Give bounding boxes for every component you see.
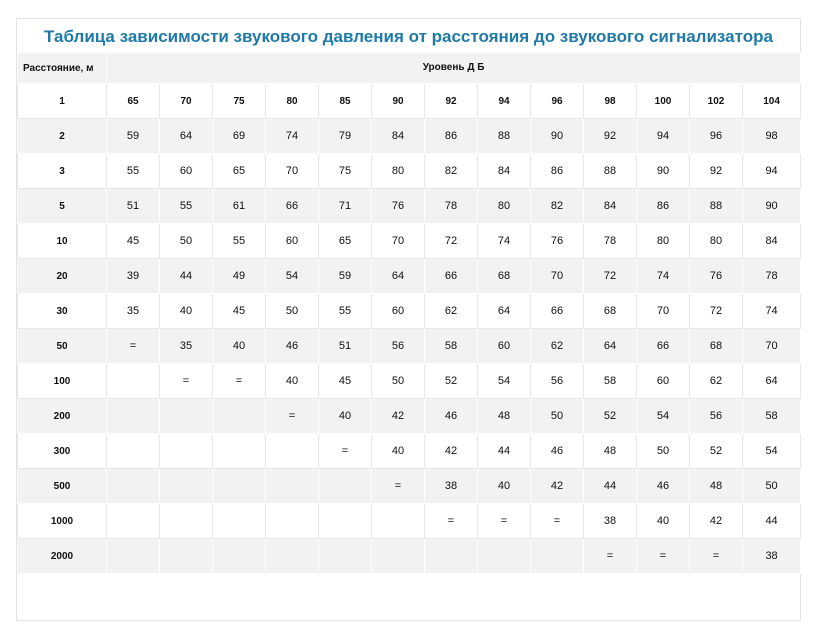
level-cell: 60 bbox=[637, 364, 690, 399]
level-cell: 40 bbox=[213, 329, 266, 364]
distance-cell: 5 bbox=[18, 189, 107, 224]
level-cell bbox=[160, 504, 213, 539]
level-cell: 40 bbox=[266, 364, 319, 399]
table-body bbox=[18, 84, 801, 574]
level-cell: = bbox=[319, 434, 372, 469]
level-cell: 102 bbox=[690, 84, 743, 119]
level-cell: 96 bbox=[690, 119, 743, 154]
level-cell: = bbox=[266, 399, 319, 434]
table-row bbox=[18, 224, 801, 259]
level-cell: 68 bbox=[690, 329, 743, 364]
level-cell: 38 bbox=[425, 469, 478, 504]
table-row bbox=[18, 329, 801, 364]
level-cell: 84 bbox=[372, 119, 425, 154]
level-cell: 70 bbox=[743, 329, 801, 364]
level-cell bbox=[213, 434, 266, 469]
table-row bbox=[18, 189, 801, 224]
level-cell: 64 bbox=[160, 119, 213, 154]
level-cell: 56 bbox=[372, 329, 425, 364]
level-cell: 45 bbox=[107, 224, 160, 259]
level-cell bbox=[266, 434, 319, 469]
distance-cell: 200 bbox=[18, 399, 107, 434]
level-cell: 48 bbox=[584, 434, 637, 469]
level-cell bbox=[107, 539, 160, 574]
level-cell: 40 bbox=[637, 504, 690, 539]
level-cell: 79 bbox=[319, 119, 372, 154]
level-cell: 60 bbox=[266, 224, 319, 259]
level-cell: 94 bbox=[478, 84, 531, 119]
level-cell: 48 bbox=[478, 399, 531, 434]
level-cell: 71 bbox=[319, 189, 372, 224]
level-cell: 60 bbox=[478, 329, 531, 364]
table-row bbox=[18, 434, 801, 469]
table-row bbox=[18, 469, 801, 504]
level-cell bbox=[107, 399, 160, 434]
level-cell bbox=[266, 504, 319, 539]
table-row bbox=[18, 504, 801, 539]
table-row bbox=[18, 399, 801, 434]
level-cell: 35 bbox=[107, 294, 160, 329]
level-cell: 66 bbox=[531, 294, 584, 329]
level-cell: 50 bbox=[266, 294, 319, 329]
level-cell bbox=[425, 539, 478, 574]
level-cell: 72 bbox=[584, 259, 637, 294]
level-cell: 55 bbox=[107, 154, 160, 189]
level-cell: 98 bbox=[584, 84, 637, 119]
level-cell: 38 bbox=[584, 504, 637, 539]
level-cell: 64 bbox=[743, 364, 801, 399]
table-frame bbox=[16, 18, 801, 621]
level-cell: 104 bbox=[743, 84, 801, 119]
level-cell bbox=[319, 504, 372, 539]
level-cell: 59 bbox=[319, 259, 372, 294]
level-cell bbox=[266, 469, 319, 504]
level-cell: 46 bbox=[266, 329, 319, 364]
level-cell: 80 bbox=[478, 189, 531, 224]
level-cell: 86 bbox=[531, 154, 584, 189]
level-cell: 35 bbox=[160, 329, 213, 364]
level-cell: 94 bbox=[743, 154, 801, 189]
level-cell: 74 bbox=[637, 259, 690, 294]
level-cell bbox=[160, 539, 213, 574]
level-cell: 82 bbox=[425, 154, 478, 189]
level-cell: 88 bbox=[690, 189, 743, 224]
level-cell: 50 bbox=[743, 469, 801, 504]
level-cell: 40 bbox=[478, 469, 531, 504]
level-cell bbox=[266, 539, 319, 574]
level-cell: 42 bbox=[531, 469, 584, 504]
level-cell: 46 bbox=[531, 434, 584, 469]
level-cell: 66 bbox=[637, 329, 690, 364]
level-cell: 98 bbox=[743, 119, 801, 154]
level-cell: 70 bbox=[637, 294, 690, 329]
level-cell: = bbox=[690, 539, 743, 574]
distance-cell: 100 bbox=[18, 364, 107, 399]
level-cell bbox=[107, 434, 160, 469]
level-cell: 58 bbox=[425, 329, 478, 364]
level-cell: 84 bbox=[743, 224, 801, 259]
level-cell: 92 bbox=[425, 84, 478, 119]
table-row bbox=[18, 84, 801, 119]
level-cell: 52 bbox=[425, 364, 478, 399]
level-cell: 78 bbox=[425, 189, 478, 224]
level-cell: 80 bbox=[690, 224, 743, 259]
level-cell: 44 bbox=[160, 259, 213, 294]
level-cell: 50 bbox=[637, 434, 690, 469]
level-cell bbox=[160, 469, 213, 504]
level-cell: 54 bbox=[266, 259, 319, 294]
level-cell: 51 bbox=[107, 189, 160, 224]
level-cell: 64 bbox=[372, 259, 425, 294]
level-cell: 60 bbox=[160, 154, 213, 189]
level-cell: 66 bbox=[266, 189, 319, 224]
distance-cell: 500 bbox=[18, 469, 107, 504]
level-cell: 78 bbox=[743, 259, 801, 294]
level-cell: 51 bbox=[319, 329, 372, 364]
level-cell: = bbox=[372, 469, 425, 504]
table-row bbox=[18, 259, 801, 294]
level-cell: 40 bbox=[372, 434, 425, 469]
table-row bbox=[18, 294, 801, 329]
level-cell: 49 bbox=[213, 259, 266, 294]
level-cell: 42 bbox=[425, 434, 478, 469]
level-cell bbox=[107, 504, 160, 539]
level-cell: 75 bbox=[213, 84, 266, 119]
level-cell: 92 bbox=[690, 154, 743, 189]
level-cell: 78 bbox=[584, 224, 637, 259]
distance-cell: 50 bbox=[18, 329, 107, 364]
level-cell: 74 bbox=[743, 294, 801, 329]
level-cell bbox=[213, 504, 266, 539]
level-cell: 68 bbox=[478, 259, 531, 294]
level-cell: 58 bbox=[584, 364, 637, 399]
distance-cell: 10 bbox=[18, 224, 107, 259]
level-cell: 42 bbox=[372, 399, 425, 434]
level-cell: 68 bbox=[584, 294, 637, 329]
level-cell: 75 bbox=[319, 154, 372, 189]
level-cell: 44 bbox=[478, 434, 531, 469]
level-cell: 50 bbox=[531, 399, 584, 434]
level-cell: = bbox=[531, 504, 584, 539]
distance-cell: 3 bbox=[18, 154, 107, 189]
level-cell: 82 bbox=[531, 189, 584, 224]
level-cell: = bbox=[478, 504, 531, 539]
level-cell bbox=[531, 539, 584, 574]
level-cell: = bbox=[425, 504, 478, 539]
level-cell bbox=[213, 469, 266, 504]
level-cell: 66 bbox=[425, 259, 478, 294]
level-cell: 90 bbox=[637, 154, 690, 189]
level-cell: 76 bbox=[531, 224, 584, 259]
page-title: Таблица зависимости звукового давления от расстояния до звукового сигнализатора bbox=[44, 27, 773, 46]
level-cell: 46 bbox=[425, 399, 478, 434]
level-cell: 50 bbox=[372, 364, 425, 399]
table-row bbox=[18, 539, 801, 574]
level-cell: 54 bbox=[743, 434, 801, 469]
level-cell: 64 bbox=[584, 329, 637, 364]
level-cell: 70 bbox=[266, 154, 319, 189]
distance-cell: 2000 bbox=[18, 539, 107, 574]
level-cell: 45 bbox=[319, 364, 372, 399]
level-cell: 70 bbox=[372, 224, 425, 259]
level-cell: 40 bbox=[319, 399, 372, 434]
level-cell: 42 bbox=[690, 504, 743, 539]
distance-cell: 30 bbox=[18, 294, 107, 329]
level-cell: = bbox=[584, 539, 637, 574]
level-cell: 70 bbox=[160, 84, 213, 119]
level-cell: 72 bbox=[425, 224, 478, 259]
table-row bbox=[18, 119, 801, 154]
distance-cell: 2 bbox=[18, 119, 107, 154]
level-cell: 90 bbox=[531, 119, 584, 154]
level-cell: 52 bbox=[584, 399, 637, 434]
level-cell: 80 bbox=[372, 154, 425, 189]
level-cell: 62 bbox=[425, 294, 478, 329]
level-cell: 45 bbox=[213, 294, 266, 329]
level-cell bbox=[160, 434, 213, 469]
level-cell: 44 bbox=[584, 469, 637, 504]
level-cell: 76 bbox=[372, 189, 425, 224]
level-cell bbox=[372, 539, 425, 574]
level-cell: 100 bbox=[637, 84, 690, 119]
level-cell: 62 bbox=[690, 364, 743, 399]
level-cell: 76 bbox=[690, 259, 743, 294]
level-cell: 55 bbox=[213, 224, 266, 259]
level-cell bbox=[107, 364, 160, 399]
level-cell bbox=[319, 469, 372, 504]
distance-cell: 1000 bbox=[18, 504, 107, 539]
distance-cell: 1 bbox=[18, 84, 107, 119]
level-cell: 64 bbox=[478, 294, 531, 329]
level-cell: 58 bbox=[743, 399, 801, 434]
level-cell bbox=[213, 399, 266, 434]
level-cell: 54 bbox=[637, 399, 690, 434]
level-cell: 65 bbox=[319, 224, 372, 259]
level-cell bbox=[107, 469, 160, 504]
level-cell: = bbox=[637, 539, 690, 574]
level-cell: 40 bbox=[160, 294, 213, 329]
level-cell: 92 bbox=[584, 119, 637, 154]
level-cell: 54 bbox=[478, 364, 531, 399]
table-row bbox=[18, 154, 801, 189]
level-cell: = bbox=[213, 364, 266, 399]
level-cell: 85 bbox=[319, 84, 372, 119]
level-cell: 96 bbox=[531, 84, 584, 119]
table-row bbox=[18, 364, 801, 399]
level-cell: 74 bbox=[266, 119, 319, 154]
level-cell: 86 bbox=[637, 189, 690, 224]
level-cell: 94 bbox=[637, 119, 690, 154]
level-cell: 50 bbox=[160, 224, 213, 259]
level-cell: 80 bbox=[637, 224, 690, 259]
level-cell: 84 bbox=[584, 189, 637, 224]
level-cell: 44 bbox=[743, 504, 801, 539]
level-cell: 69 bbox=[213, 119, 266, 154]
level-cell: 90 bbox=[372, 84, 425, 119]
distance-column-header: Расстояние, м bbox=[18, 53, 107, 84]
level-cell: 74 bbox=[478, 224, 531, 259]
level-cell: 72 bbox=[690, 294, 743, 329]
table-header-row bbox=[18, 53, 801, 84]
level-cell: 56 bbox=[690, 399, 743, 434]
level-cell bbox=[478, 539, 531, 574]
level-cell: 62 bbox=[531, 329, 584, 364]
level-cell: 59 bbox=[107, 119, 160, 154]
level-cell: 65 bbox=[107, 84, 160, 119]
level-cell bbox=[160, 399, 213, 434]
level-cell bbox=[372, 504, 425, 539]
distance-cell: 20 bbox=[18, 259, 107, 294]
level-cell: 90 bbox=[743, 189, 801, 224]
level-cell: 56 bbox=[531, 364, 584, 399]
level-cell bbox=[213, 539, 266, 574]
level-cell: 46 bbox=[637, 469, 690, 504]
level-cell bbox=[319, 539, 372, 574]
level-cell: 55 bbox=[160, 189, 213, 224]
level-cell: 38 bbox=[743, 539, 801, 574]
level-cell: 60 bbox=[372, 294, 425, 329]
level-cell: 84 bbox=[478, 154, 531, 189]
level-cell: 52 bbox=[690, 434, 743, 469]
level-cell: 39 bbox=[107, 259, 160, 294]
level-cell: = bbox=[107, 329, 160, 364]
distance-cell: 300 bbox=[18, 434, 107, 469]
level-cell: 70 bbox=[531, 259, 584, 294]
level-cell: 88 bbox=[478, 119, 531, 154]
level-cell: 61 bbox=[213, 189, 266, 224]
level-cell: 65 bbox=[213, 154, 266, 189]
level-cell: 86 bbox=[425, 119, 478, 154]
level-cell: 80 bbox=[266, 84, 319, 119]
level-cell: 48 bbox=[690, 469, 743, 504]
level-cell: 88 bbox=[584, 154, 637, 189]
sound-pressure-table bbox=[17, 52, 801, 574]
level-column-header: Уровень Д Б bbox=[107, 53, 801, 84]
level-cell: = bbox=[160, 364, 213, 399]
level-cell: 55 bbox=[319, 294, 372, 329]
